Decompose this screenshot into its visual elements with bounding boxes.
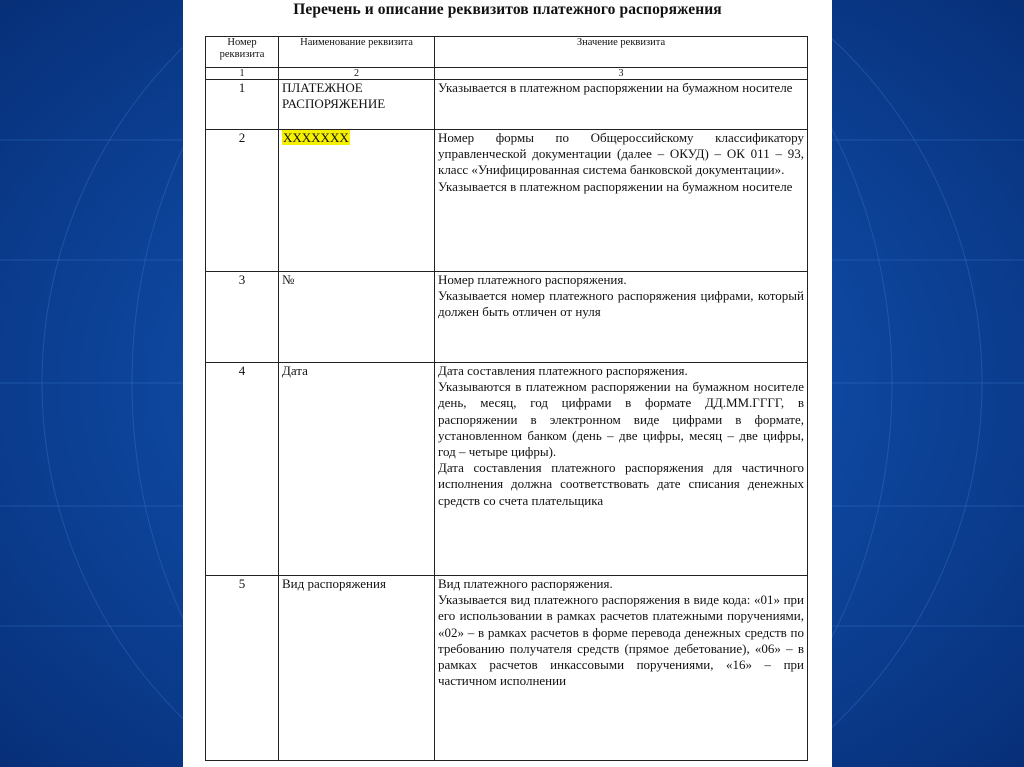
header-name: Наименование реквизита [279, 37, 435, 68]
row-value [435, 363, 808, 576]
requisites-table [205, 36, 808, 761]
table-row [206, 130, 808, 272]
document-title: Перечень и описание реквизитов платежного распоряжения [293, 1, 722, 18]
value-paragraph: Указывается в платежном распоряжении на бумажном носителе [438, 178, 793, 194]
value-paragraph: Дата составления платежного распоряжения для частичного исполнения должна соответствовать дате списания денежных средств со счета плательщика [438, 460, 804, 508]
table-header-row [206, 37, 808, 68]
row-number: 1 [206, 80, 279, 130]
table-row [206, 576, 808, 761]
row-number: 4 [206, 363, 279, 576]
row-name [279, 130, 435, 272]
index-cell: 1 [206, 68, 279, 80]
table-row [206, 363, 808, 576]
row-number: 2 [206, 130, 279, 272]
table-row [206, 80, 808, 130]
value-paragraph: Указывается вид платежного распоряжения в виде кода: «01» при его использовании в рамках расчетов платежными поручениями, «02» – в рамках расчетов в форме перевода денежных средств по требованию получателя средств (прямое дебетование), «06» – в рамках расчетов инкассовыми поручениями, «16» – при частичном исполнении [438, 592, 804, 689]
row-name: ПЛАТЕЖНОЕ РАСПОРЯЖЕНИЕ [279, 80, 435, 130]
row-value [435, 576, 808, 761]
index-cell: 3 [435, 68, 808, 80]
value-paragraph: Номер формы по Общероссийскому классификатору управленческой документации (далее – ОКУД) – ОК 011 – 93, класс «Унифицированная система банковской документации». [438, 130, 804, 178]
value-paragraph: Номер платежного распоряжения. [438, 272, 627, 287]
row-number: 3 [206, 272, 279, 363]
row-number: 5 [206, 576, 279, 761]
value-paragraph: Дата составления платежного распоряжения. [438, 363, 688, 378]
value-paragraph: Вид платежного распоряжения. [438, 576, 613, 591]
row-name: № [279, 272, 435, 363]
table-index-row [206, 68, 808, 80]
row-name: Дата [279, 363, 435, 576]
row-name: Вид распоряжения [279, 576, 435, 761]
row-value [435, 130, 808, 272]
value-paragraph: Указывается номер платежного распоряжения цифрами, который должен быть отличен от нуля [438, 288, 804, 320]
value-paragraph: Указываются в платежном распоряжении на бумажном носителе день, месяц, год цифрами в формате ДД.ММ.ГГГГ, в распоряжении в электронном виде цифрами в формате, установленном банком (день – две цифры, месяц – две цифры, год – четыре цифры). [438, 379, 804, 460]
highlighted-placeholder: XXXXXXX [283, 130, 349, 145]
header-number: Номер реквизита [206, 37, 279, 68]
row-value: Указывается в платежном распоряжении на бумажном носителе [435, 80, 808, 130]
header-value: Значение реквизита [435, 37, 808, 68]
table-row [206, 272, 808, 363]
document-page [183, 0, 832, 767]
row-value [435, 272, 808, 363]
index-cell: 2 [279, 68, 435, 80]
